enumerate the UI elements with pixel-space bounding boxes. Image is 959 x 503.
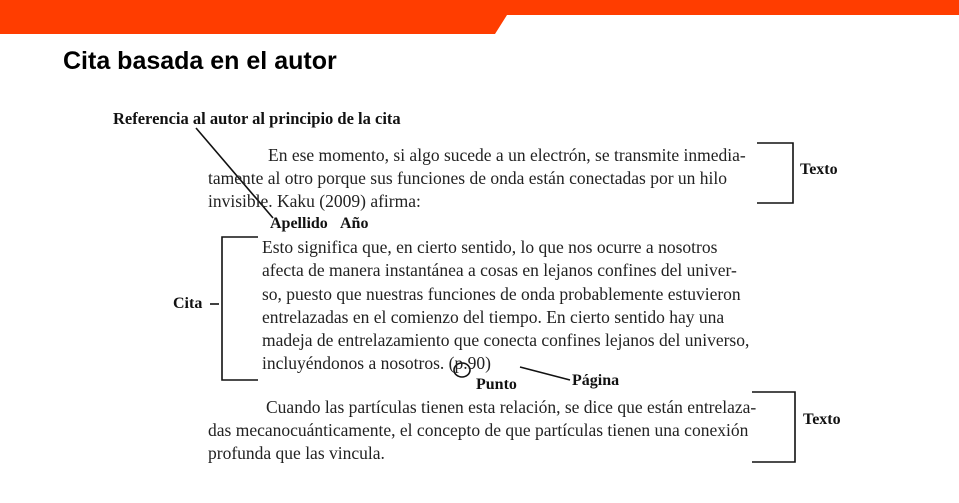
outro-line-1: Cuando las partículas tienen esta relación, se dice que están entrelaza- xyxy=(266,397,757,417)
quote-label: Cita xyxy=(173,295,203,312)
text-label-top: Texto xyxy=(800,161,838,178)
intro-line-3: invisible. Kaku (2009) afirma: xyxy=(208,191,421,211)
text-bracket-bottom xyxy=(752,392,795,462)
quote-line-3: so, puesto que nuestras funciones de onda probablemente estuvieron xyxy=(262,284,741,304)
outro-line-3: profunda que las vincula. xyxy=(208,443,385,463)
quote-line-5: madeja de entrelazamiento que conecta confines lejanos del universo, xyxy=(262,330,750,350)
quote-line-1: Esto significa que, en cierto sentido, lo que nos ocurre a nosotros xyxy=(262,237,718,257)
heading-label: Referencia al autor al principio de la cita xyxy=(113,109,401,128)
text-label-bottom: Texto xyxy=(803,411,841,428)
outro-line-2: das mecanocuánticamente, el concepto de que partículas tienen una conexión xyxy=(208,420,749,440)
page-pointer-line xyxy=(520,367,570,380)
page-label: Página xyxy=(572,372,620,389)
quote-bracket xyxy=(222,237,258,380)
author-label: Apellido xyxy=(270,215,328,232)
slide-title: Cita basada en el autor xyxy=(63,47,337,75)
quote-line-2: afecta de manera instantánea a cosas en lejanos confines del univer- xyxy=(262,260,737,280)
quote-line-6: incluyéndonos a nosotros. (p.90) xyxy=(262,353,491,373)
intro-line-1: En ese momento, si algo sucede a un electrón, se transmite inmedia- xyxy=(268,145,746,165)
intro-line-2: tamente al otro porque sus funciones de onda están conectadas por un hilo xyxy=(208,168,728,188)
year-label: Año xyxy=(340,215,369,232)
text-bracket-top xyxy=(757,143,793,203)
period-label: Punto xyxy=(476,376,517,393)
quote-line-4: entrelazadas en el comienzo del tiempo. En cierto sentido hay una xyxy=(262,307,725,327)
